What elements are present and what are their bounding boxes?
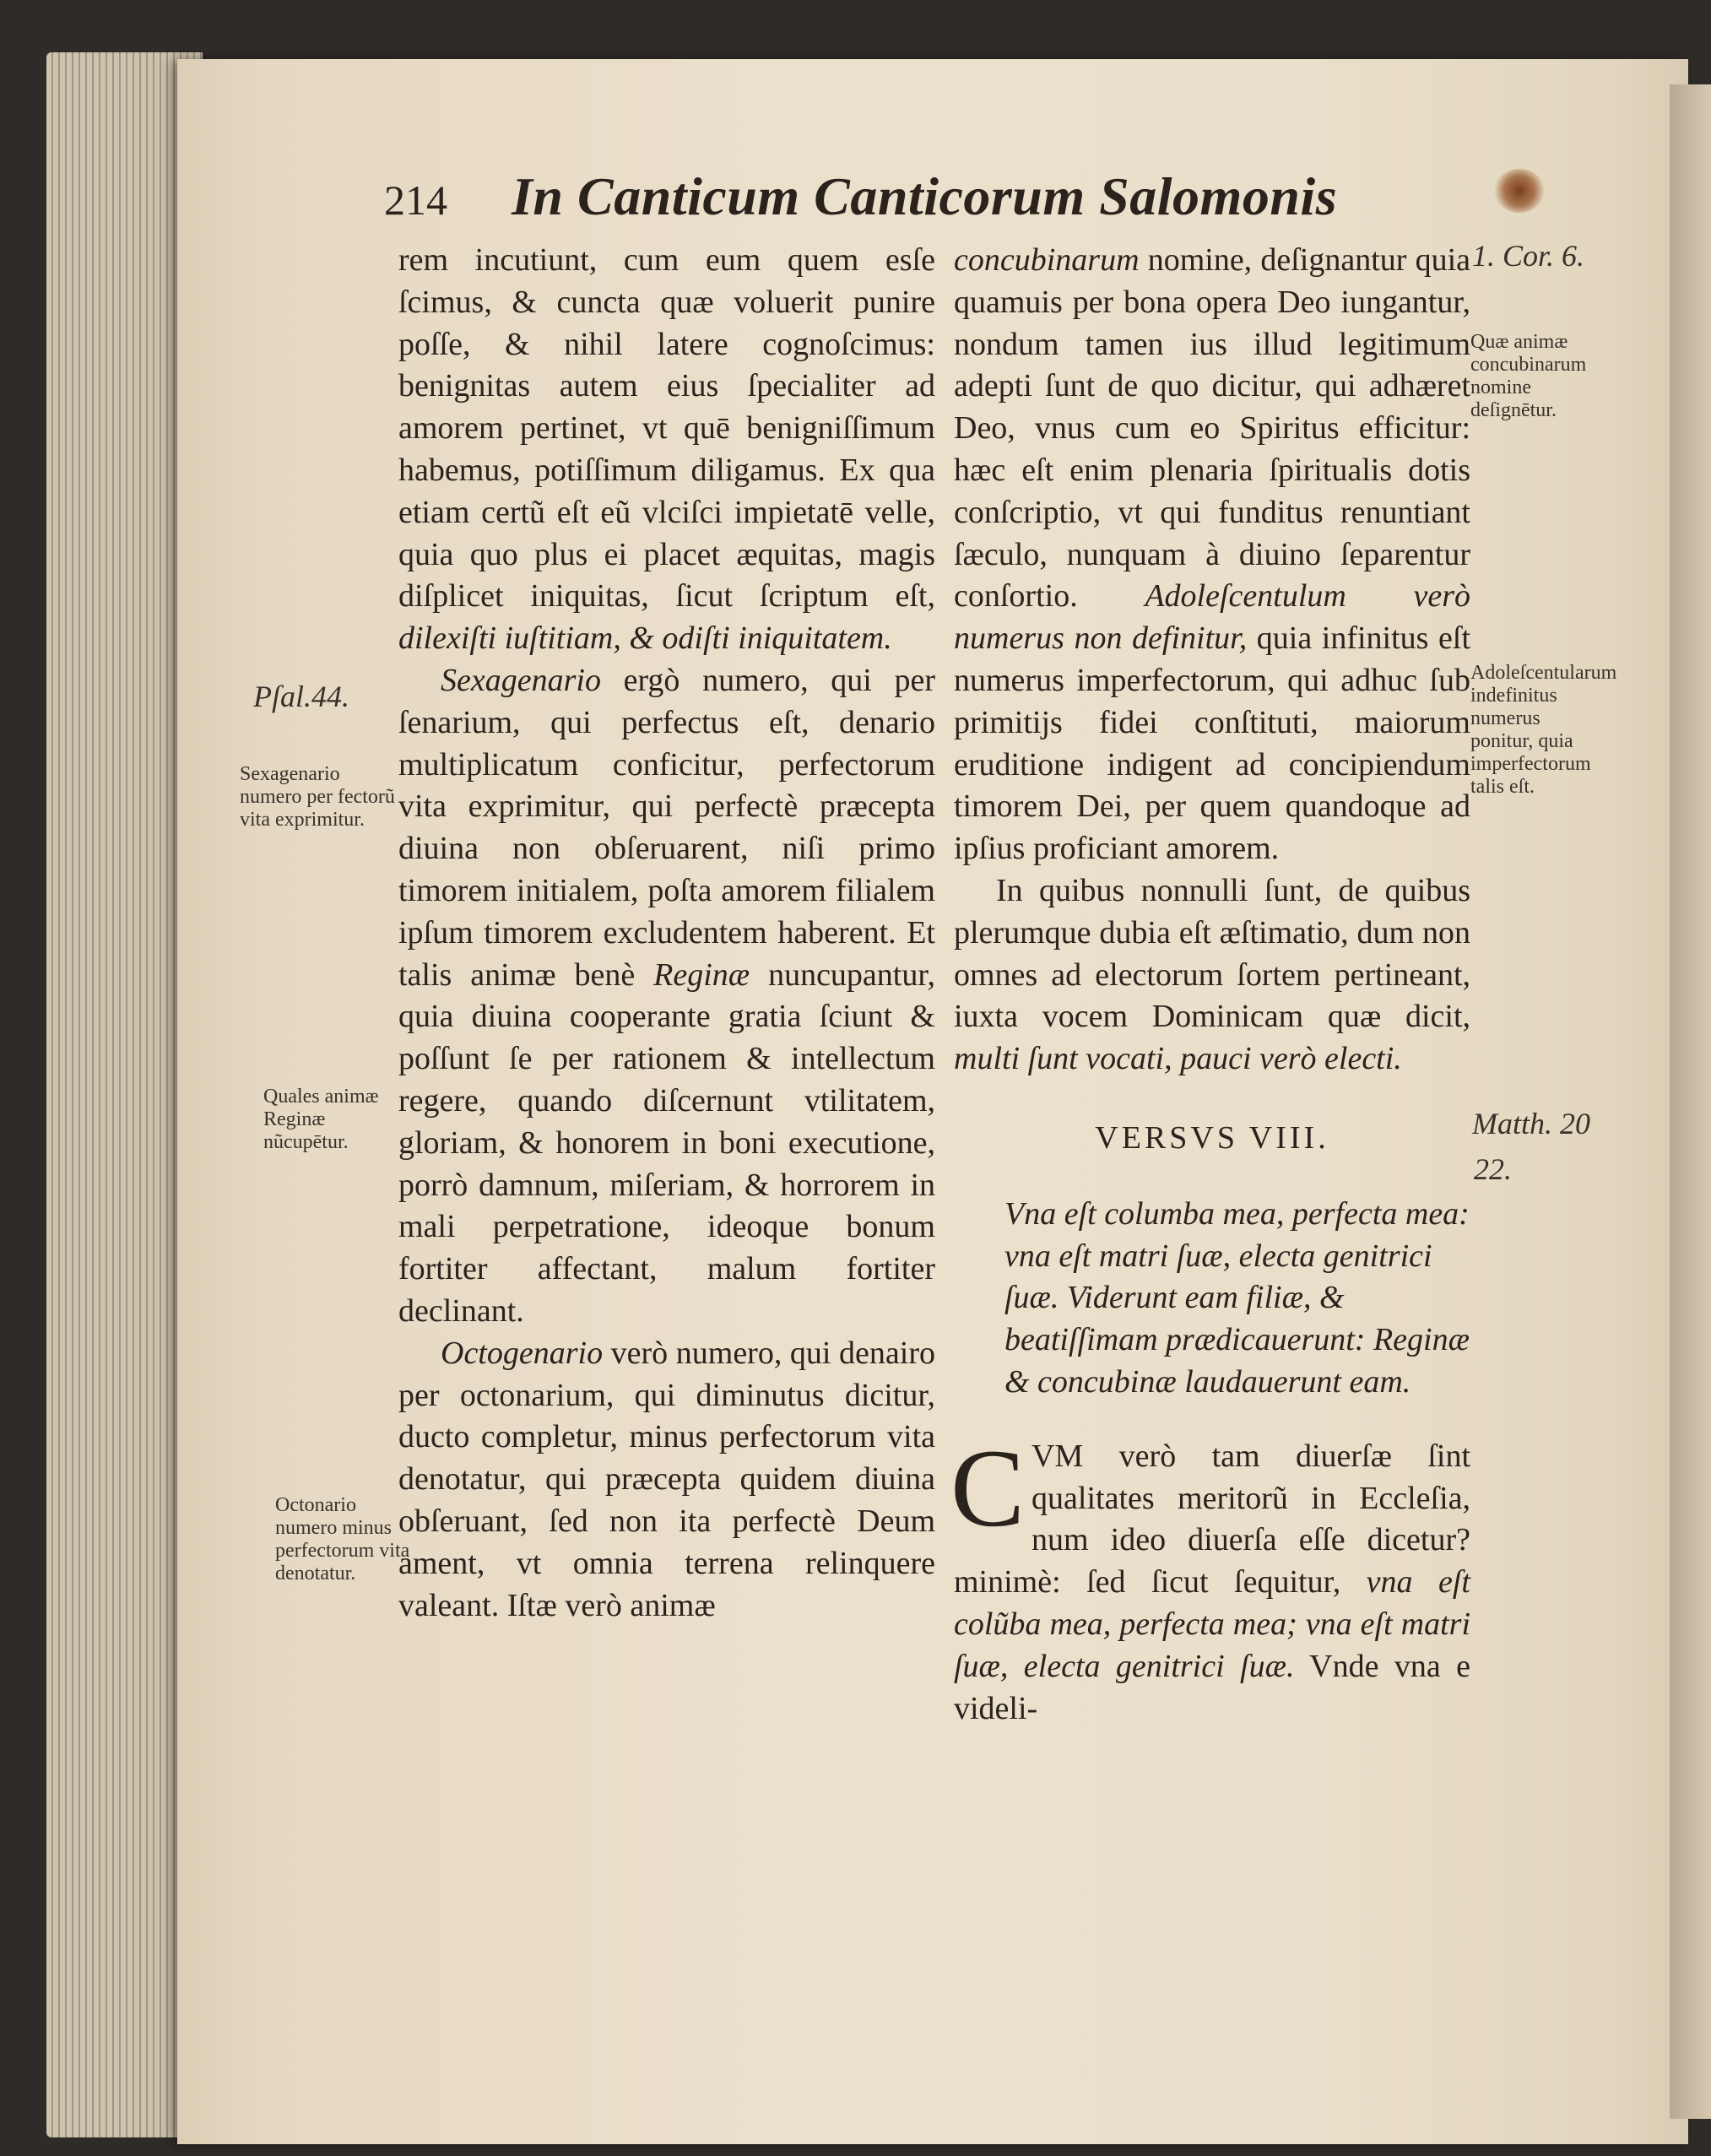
verse-heading: VERSVS VIII. (1095, 1119, 1329, 1156)
left-p1-text: rem incutiunt, cum eum quem esſe ſcimus, & cuncta quæ voluerit punire poſſe, & nihil latere cognoſcimus: benignitas autem eius ſpecialiter ad amorem pertinet, vt quē benigniſſimum habemus, potiſſimum diligamus. Ex qua etiam certũ eſt eũ vlciſci impietatē velle, quia quo plus ei placet æquitas, magis diſplicet iniquitas, ſicut ſcriptum eſt, (398, 242, 935, 615)
right-p2-text: In quibus nonnulli ſunt, de quibus plerumque dubia eſt æſtimatio, dum non omnes ad electorum ſortem pertineant, iuxta vocem Dominicam quæ dicit, (954, 872, 1470, 1035)
left-p2-text: ergò numero, qui per ſenarium, qui perfectus eſt, denario multiplicatum conficitur, perfectorum vita exprimitur, qui perfectè præcepta diuina non obſeruarent, niſi primo timorem initialem, poſta amorem filialem ipſum timorem excludentem haberent. Et talis animæ benè (398, 662, 935, 993)
left-paragraph-2 (398, 660, 935, 1333)
margin-note-psalm: Pſal.44. (253, 680, 349, 713)
right-p3-smallcaps: VM (1031, 1438, 1084, 1474)
right-p1-quote: Adoleſcentulum verò numerus non definitur, (954, 578, 1470, 657)
right-p3-quote: vna eſt colũba mea, perfecta mea; vna eſt matri ſuæ, electa genitrici ſuæ. (954, 1564, 1470, 1684)
left-p2-lead: Sexagenario (441, 662, 601, 698)
right-p2-quote: multi ſunt vocati, pauci verò electi. (954, 1041, 1402, 1077)
facing-page-edge (1670, 84, 1711, 2119)
right-paragraph-2 (954, 870, 1470, 1081)
margin-note-matth-verse: 22. (1474, 1152, 1512, 1186)
margin-note-matth: Matth. 20 (1472, 1107, 1590, 1140)
margin-note-sexagenario: Sexagenario numero per fectorũ vita exprimitur. (240, 763, 395, 831)
margin-note-adolescent: Adoleſcentularum indefinitus numerus ponitur, quia imperfectorum talis eſt. (1470, 662, 1617, 798)
left-p2-regina: Reginæ (653, 956, 750, 993)
verse-text: Vna eſt columba mea, perfecta mea: vna eſt matri ſuæ, electa genitrici ſuæ. Viderunt eam filiæ, & beatiſſimam prædicauerunt: Reginæ & concubinæ laudauerunt eam. (1004, 1195, 1470, 1400)
ink-stain (1494, 169, 1545, 213)
right-p1-lead: concubinarum (954, 242, 1140, 278)
left-p1-quote: dilexiſti iuſtitiam, & odiſti iniquitatem. (398, 620, 892, 657)
right-p3-text: verò tam diuerſæ ſint qualitates meritorũ in Eccleſia, num ideo diuerſa eſſe dicetur? minimè: ſed ſicut ſequitur, (954, 1438, 1470, 1601)
running-head (384, 165, 1337, 228)
left-paragraph-1 (398, 240, 935, 660)
right-p3-tail: Vnde vna e videli- (954, 1648, 1470, 1726)
right-column (950, 240, 1471, 1730)
left-paragraph-3 (398, 1333, 935, 1628)
drop-cap: C (950, 1425, 1026, 1550)
left-column (398, 240, 935, 1627)
right-p1-text: nomine, deſignantur quia quamuis per bona opera Deo iungantur, nondum tamen ius illud legitimum adepti ſunt de quo dicitur, qui adhæret Deo, vnus cum eo Spiritus efficitur: hæc eſt enim plenaria ſpiritualis dotis conſcriptio, vt qui funditus renuntiant ſæculo, nunquam à diuino ſeparentur conſortio. (954, 242, 1471, 615)
margin-note-cor: 1. Cor. 6. (1472, 239, 1585, 273)
right-paragraph-1 (954, 240, 1470, 870)
right-paragraph-3 (950, 1425, 1470, 1731)
left-p3-lead: Octogenario (441, 1335, 604, 1371)
margin-note-octonario: Octonario numero minus perfectorum vita denotatur. (275, 1494, 410, 1584)
margin-note-quales: Quales animæ Reginæ nũcupētur. (263, 1086, 379, 1153)
running-title: In Canticum Canticorum Salomonis (512, 166, 1338, 226)
margin-note-quae-animae: Quæ animæ concubinarum nomine deſignētur. (1470, 331, 1587, 421)
left-p3-text: verò numero, qui denairo per octonarium, qui diminutus dicitur, ducto completur, minus perfectorum vita denotatur, qui præcepta quidem diuina obſeruant, ſed non ita perfectè Deum ament, vt omnia terrena relinquere valeant. Iſtæ verò animæ (398, 1335, 935, 1623)
left-p2-tail: nuncupantur, quia diuina cooperante gratia ſciunt & poſſunt ſe per rationem & intellectum regere, quando diſcernunt vtilitatem, gloriam, & honorem in boni executione, porrò damnum, miſeriam, & horrorem in mali perpetratione, ideoque bonum fortiter affectant, malum fortiter declinant. (398, 956, 935, 1329)
page-number: 214 (384, 176, 447, 224)
right-p1-tail: quia infinitus eſt numerus imperfectorum, qui adhuc ſub primitijs fidei conſtituti, maiorum eruditione indigent ad concipiendum timorem Dei, per quem quandoque ad ipſius proficiant amorem. (954, 620, 1471, 867)
